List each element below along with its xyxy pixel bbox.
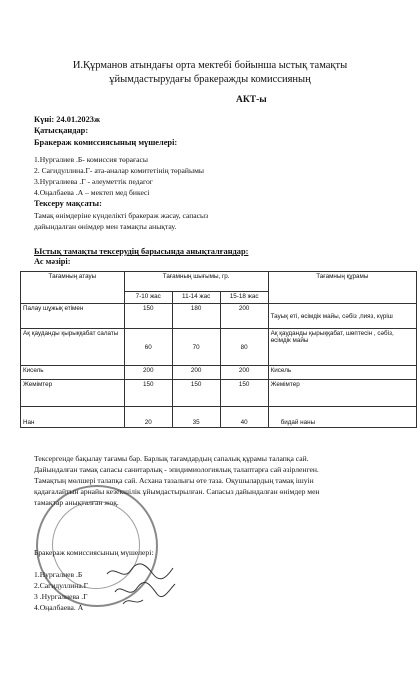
member-1: 1.Нургалиев .Б- комиссия төрағасы <box>34 155 148 164</box>
output-11-14: 180 <box>172 304 220 329</box>
col-header-output: Тағамның шығымы, гр. <box>124 272 268 292</box>
age-group-1: 7-10 жас <box>124 292 172 304</box>
findings-heading: Ыстық тамақты тексерудің барысында анықталғандар: <box>34 247 249 256</box>
dish-composition: Тауық еті, өсімдік майы, сәбіз ,пияз, күріш <box>268 304 416 329</box>
signature-2: 2.Сагидуллина.Г <box>34 581 89 590</box>
member-4: 4.Оңалбаева .А – мектеп мед бикесі <box>34 188 150 197</box>
purpose-line-2: дайындалған өнімдер мен тамақты анықтау. <box>34 222 177 231</box>
dish-composition: бидай наны <box>268 407 416 428</box>
member-2: 2. Сагидуллина.Г- ата-аналар комитетінің төрайымы <box>34 166 204 175</box>
commission-heading: Бракераж комиссиясының мүшелері: <box>34 138 178 147</box>
age-group-2: 11-14 жас <box>172 292 220 304</box>
output-11-14: 70 <box>172 329 220 366</box>
output-7-10: 60 <box>124 329 172 366</box>
dish-composition: Кисель <box>268 366 416 380</box>
col-header-name: Тағамның атауы <box>21 272 125 304</box>
dish-composition: Ақ қауданды қырыққабат, шөптесін , сәбіз, өсімдік майы <box>268 329 416 366</box>
handwritten-signatures <box>95 560 185 610</box>
table-row <box>21 366 417 380</box>
output-7-10: 150 <box>124 380 172 407</box>
conclusion-line-4: қадағалайтын арнайы кезекшілік ұйымдастырылған. Сапасыз дайындалған өнімдер мен <box>34 487 320 496</box>
output-7-10: 20 <box>124 407 172 428</box>
signature-4: 4.Оңалбаева. А <box>34 603 84 612</box>
dish-name: Жемiмтер <box>21 380 125 407</box>
output-15-18: 200 <box>220 304 268 329</box>
output-15-18: 80 <box>220 329 268 366</box>
conclusion-line-2: Дайындалған тамақ сапасы санитарлық - эпидимиологиялық талаптарға сай әзірленген. <box>34 465 319 474</box>
date: Күні: 24.01.2023ж <box>34 115 101 124</box>
member-3: 3.Нургалиева .Г - әлеуметтік педагог <box>34 177 153 186</box>
signature-1: 1.Нургалиев .Б <box>34 570 83 579</box>
act-title: АКТ-ы <box>236 95 267 105</box>
table-row <box>21 329 417 366</box>
dish-name: Нан <box>21 407 125 428</box>
menu-heading: Ас мәзірі: <box>34 257 71 266</box>
dish-name: Палау шұжық етімен <box>21 304 125 329</box>
table-row <box>21 380 417 407</box>
participants-heading: Қатысқандар: <box>34 126 89 135</box>
output-11-14: 200 <box>172 366 220 380</box>
doc-title-line2: ұйымдастырудағы бракеражды комиссияның <box>109 74 311 85</box>
table-row <box>21 304 417 329</box>
col-header-composition: Тағамның құрамы <box>268 272 416 304</box>
conclusion-line-1: Тексергенде бақылау тағамы бар. Барлық тағамдардың сапалық құрамы талапқа сай. <box>34 454 309 463</box>
age-group-3: 15-18 жас <box>220 292 268 304</box>
output-7-10: 150 <box>124 304 172 329</box>
dish-name: Ақ қауданды қырыққабат салаты <box>21 329 125 366</box>
output-11-14: 150 <box>172 380 220 407</box>
purpose-heading: Тексеру мақсаты: <box>34 199 102 208</box>
dish-name: Кисель <box>21 366 125 380</box>
output-15-18: 40 <box>220 407 268 428</box>
conclusion-line-5: тамақтар анықталған жоқ. <box>34 498 119 507</box>
output-7-10: 200 <box>124 366 172 380</box>
doc-title-line1: И.Құрманов атындағы орта мектебі бойынша ыстық тамақты <box>72 60 348 71</box>
output-11-14: 35 <box>172 407 220 428</box>
menu-table <box>20 271 417 428</box>
output-15-18: 150 <box>220 380 268 407</box>
signature-heading: Бракераж комиссиясының мүшелері: <box>34 548 154 557</box>
table-row <box>21 407 417 428</box>
signature-3: 3 .Нургалиева .Г <box>34 592 88 601</box>
dish-composition: Жемiмтер <box>268 380 416 407</box>
output-15-18: 200 <box>220 366 268 380</box>
purpose-line-1: Тамақ өнімдеріне күнделікті бракераж жасау, сапасыз <box>34 211 209 220</box>
conclusion-line-3: Тамақтың мөлшері талапқа сай. Асхана тазалығы өте таза. Оқушылардың тамақ ішуін <box>34 476 314 485</box>
